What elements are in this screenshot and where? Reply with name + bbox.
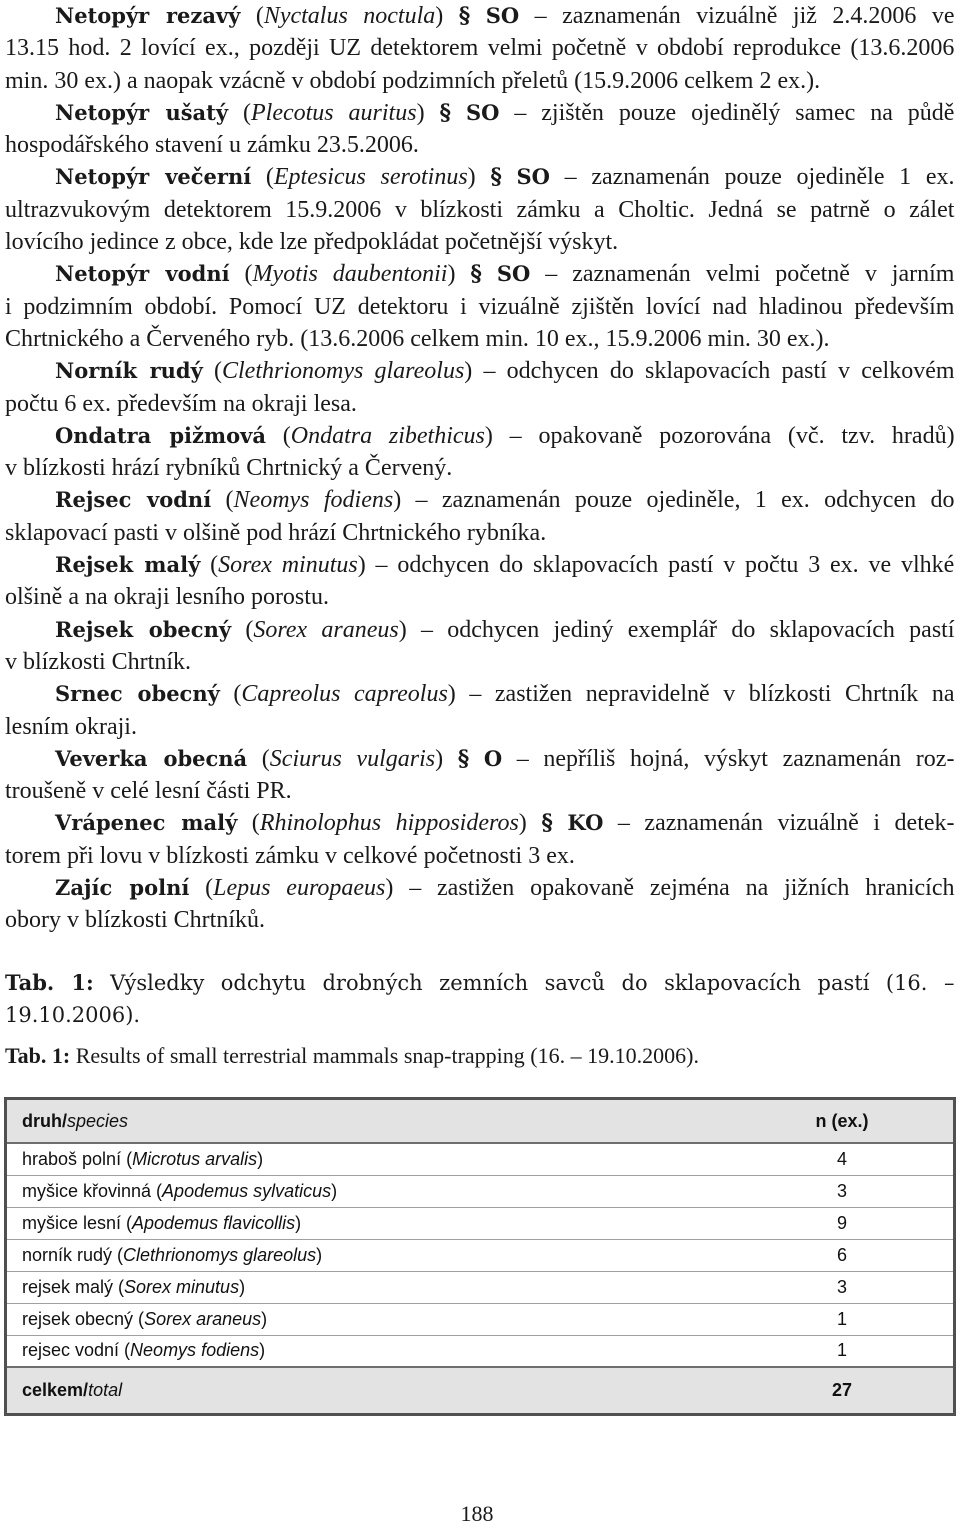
text-run: ( bbox=[251, 164, 274, 191]
text-run: 19.10.2006). bbox=[5, 1003, 141, 1028]
text-line bbox=[5, 226, 955, 258]
bold-label: O bbox=[483, 745, 503, 771]
count-cell: 4 bbox=[731, 1143, 953, 1175]
text-run: ( bbox=[265, 422, 291, 449]
line-content bbox=[5, 129, 419, 161]
text-line bbox=[5, 678, 955, 710]
species-name: Netopýr ušatý bbox=[55, 99, 229, 125]
text-run: troušeně v celé lesní části PR. bbox=[5, 778, 292, 805]
protection-symbol: § bbox=[439, 99, 452, 126]
text-line bbox=[5, 775, 955, 807]
text-run: ultrazvukovým detektorem 15.9.2006 v blízkosti zámku a Choltic. Jedná se patrně o zálet bbox=[5, 196, 955, 223]
text-run: – zaznamenán pouze ojediněle 1 ex. bbox=[549, 164, 955, 191]
line-content bbox=[55, 678, 955, 710]
count-cell: 3 bbox=[731, 1271, 953, 1303]
text-run: ) bbox=[435, 745, 458, 772]
latin-name: Ondatra zibethicus bbox=[290, 422, 485, 449]
species-account bbox=[5, 484, 955, 549]
text-run: myšice křovinná ( bbox=[22, 1180, 163, 1201]
text-run: olšině a na okraji lesního porostu. bbox=[5, 584, 329, 611]
latin-name: Apodemus sylvaticus bbox=[162, 1180, 332, 1201]
bold-label: SO bbox=[516, 164, 550, 190]
text-line bbox=[5, 999, 955, 1031]
text-run: torem při lovu v blízkosti zámku v celkové početnosti 3 ex. bbox=[5, 842, 575, 869]
results-table-grid bbox=[7, 1100, 953, 1413]
table-row bbox=[7, 1239, 953, 1271]
line-content bbox=[55, 0, 955, 32]
species-name: Ondatra pižmová bbox=[55, 422, 266, 448]
text-run: ) – zastižen opakovaně zejména na jižních hranicích bbox=[385, 875, 955, 902]
species-cell bbox=[7, 1239, 731, 1271]
latin-name: total bbox=[88, 1380, 123, 1400]
text-line bbox=[5, 904, 955, 936]
line-content bbox=[5, 904, 265, 936]
species-name: Norník rudý bbox=[55, 358, 203, 384]
latin-name: Sorex minutus bbox=[124, 1276, 240, 1297]
text-run: sklapovací pasti v olšině pod hrází Chrtnického rybníka. bbox=[5, 519, 547, 546]
text-run: ( bbox=[237, 810, 260, 837]
latin-name: Clethrionomys glareolus bbox=[221, 358, 465, 385]
protection-symbol: § bbox=[470, 261, 482, 288]
line-content bbox=[5, 1043, 699, 1069]
text-run: ) – odchycen do sklapovacích pastí v počtu 3 ex. ve vlhké bbox=[357, 552, 955, 579]
text-line bbox=[5, 32, 955, 64]
text-run: ) bbox=[316, 1244, 323, 1265]
species-account bbox=[5, 678, 955, 743]
text-run: ) bbox=[295, 1212, 302, 1233]
latin-name: species bbox=[67, 1110, 129, 1131]
line-content bbox=[5, 291, 954, 323]
table-caption-en bbox=[5, 1043, 955, 1069]
text-line bbox=[5, 743, 955, 775]
table-row bbox=[7, 1175, 953, 1207]
text-line bbox=[5, 161, 955, 193]
text-run: hraboš polní ( bbox=[22, 1148, 133, 1169]
latin-name: Rhinolophus hipposideros bbox=[259, 810, 519, 837]
text-run: ) bbox=[467, 164, 491, 191]
text-run bbox=[451, 100, 466, 126]
latin-name: Clethrionomys glareolus bbox=[123, 1244, 317, 1265]
line-content bbox=[5, 840, 575, 872]
text-line bbox=[5, 711, 955, 743]
species-account bbox=[5, 549, 955, 614]
latin-name: Myotis daubentonii bbox=[252, 261, 448, 288]
protection-symbol: § bbox=[541, 810, 553, 837]
text-line bbox=[5, 517, 955, 549]
line-content bbox=[5, 581, 329, 613]
text-run: i podzimním období. Pomocí UZ detektoru i vizuálně zjištěn lovící nad hladinou především bbox=[5, 293, 955, 320]
species-account bbox=[5, 807, 955, 872]
text-line bbox=[5, 194, 955, 226]
text-run: v blízkosti hrází rybníků Chrtnický a Červený. bbox=[5, 455, 453, 482]
text-line bbox=[5, 967, 955, 999]
latin-name: Capreolus capreolus bbox=[241, 681, 448, 708]
text-line bbox=[5, 484, 955, 516]
line-content bbox=[55, 355, 955, 387]
text-line bbox=[5, 97, 955, 129]
text-run bbox=[470, 3, 485, 29]
line-content bbox=[55, 484, 954, 516]
text-run: Chrtnického a Červeného ryb. (13.6.2006 celkem min. 10 ex., 15.9.2006 min. 30 ex.). bbox=[5, 325, 830, 352]
species-cell bbox=[7, 1175, 731, 1207]
text-run: ( bbox=[247, 745, 270, 772]
species-account bbox=[5, 97, 955, 162]
text-line bbox=[5, 581, 955, 613]
text-line bbox=[5, 291, 955, 323]
text-run: Results of small terrestrial mammals snap-trapping (16. – 19.10.2006). bbox=[70, 1043, 699, 1068]
line-content bbox=[5, 194, 954, 226]
species-cell bbox=[7, 1143, 731, 1175]
line-content bbox=[5, 775, 292, 807]
count-cell: 3 bbox=[731, 1175, 953, 1207]
latin-name: Microtus arvalis bbox=[132, 1148, 258, 1169]
bold-label: KO bbox=[567, 810, 604, 836]
species-account bbox=[5, 258, 955, 355]
line-content bbox=[55, 872, 955, 904]
text-run: ) – opakovaně pozorována (vč. tzv. hradů) bbox=[484, 422, 955, 449]
line-content bbox=[55, 743, 954, 775]
table-header-row bbox=[7, 1100, 953, 1143]
line-content bbox=[5, 388, 357, 420]
text-run: hospodářského stavení u zámku 23.5.2006. bbox=[5, 132, 419, 159]
species-name: Zajíc polní bbox=[55, 875, 190, 901]
species-cell bbox=[7, 1207, 731, 1239]
text-line bbox=[5, 646, 955, 678]
species-cell bbox=[7, 1100, 731, 1143]
text-run: ( bbox=[200, 552, 219, 579]
page-number: 188 bbox=[460, 1501, 494, 1526]
table-row bbox=[7, 1303, 953, 1335]
text-line bbox=[5, 0, 955, 32]
text-run: ) bbox=[447, 261, 471, 288]
species-cell bbox=[7, 1303, 731, 1335]
species-cell bbox=[7, 1367, 731, 1413]
text-run: ) – zastižen nepravidelně v blízkosti Chrtník na bbox=[447, 681, 955, 708]
species-account bbox=[5, 743, 955, 808]
text-run bbox=[469, 746, 484, 772]
line-content bbox=[5, 226, 618, 258]
bold-label: Tab. 1: bbox=[5, 970, 94, 995]
species-account bbox=[5, 420, 955, 485]
text-run: ) – odchycen do sklapovacích pastí v celkovém bbox=[464, 358, 955, 385]
text-run: ( bbox=[228, 99, 251, 126]
text-line bbox=[5, 807, 955, 839]
latin-name: Sorex minutus bbox=[218, 552, 358, 579]
species-name: Rejsek malý bbox=[55, 552, 201, 578]
latin-name: Sciurus vulgaris bbox=[269, 745, 436, 772]
count-cell: 27 bbox=[731, 1367, 953, 1413]
count-cell: n (ex.) bbox=[731, 1100, 953, 1143]
text-line bbox=[5, 872, 955, 904]
text-run: ) bbox=[518, 810, 542, 837]
text-line bbox=[5, 840, 955, 872]
species-cell bbox=[7, 1271, 731, 1303]
latin-name: Sorex araneus bbox=[253, 616, 399, 643]
text-run: myšice lesní ( bbox=[22, 1212, 133, 1233]
text-run: ) bbox=[239, 1276, 246, 1297]
text-run: ( bbox=[202, 358, 222, 385]
text-line bbox=[5, 614, 955, 646]
text-run: min. 30 ex.) a naopak vzácně v období podzimních přeletů (15.9.2006 celkem 2 ex.). bbox=[5, 67, 821, 94]
line-content bbox=[5, 967, 954, 999]
table-row bbox=[7, 1335, 953, 1367]
species-account bbox=[5, 161, 955, 258]
species-account bbox=[5, 872, 955, 937]
species-name: Veverka obecná bbox=[55, 745, 248, 771]
line-content bbox=[55, 97, 954, 129]
text-run: lesním okraji. bbox=[5, 713, 137, 740]
text-run: – zaznamenán vizuálně i detek- bbox=[603, 810, 955, 837]
bold-label: SO bbox=[496, 261, 531, 287]
line-content bbox=[55, 614, 955, 646]
latin-name: Apodemus flavicollis bbox=[132, 1212, 296, 1233]
text-line bbox=[5, 355, 955, 387]
bold-label: druh/ bbox=[22, 1110, 67, 1131]
species-cell bbox=[7, 1335, 731, 1367]
count-cell: 1 bbox=[731, 1303, 953, 1335]
text-run: rejsek obecný ( bbox=[22, 1308, 145, 1329]
protection-symbol: § bbox=[490, 164, 502, 191]
text-line bbox=[5, 129, 955, 161]
species-name: Rejsec vodní bbox=[55, 487, 212, 513]
species-name: Vrápenec malý bbox=[55, 810, 238, 836]
species-accounts bbox=[5, 0, 955, 937]
text-run: ) – zaznamenán pouze ojediněle, 1 ex. odchycen do bbox=[393, 487, 955, 514]
line-content bbox=[55, 807, 955, 839]
text-run: norník rudý ( bbox=[22, 1244, 124, 1265]
text-run: počtu 6 ex. především na okraji lesa. bbox=[5, 390, 357, 417]
line-content bbox=[5, 999, 140, 1031]
latin-name: Neomys fodiens bbox=[130, 1340, 260, 1361]
text-run: ) bbox=[261, 1308, 268, 1329]
line-content bbox=[5, 646, 191, 678]
species-name: Netopýr večerní bbox=[55, 164, 252, 190]
table-row bbox=[7, 1271, 953, 1303]
text-run: rejsek malý ( bbox=[22, 1276, 125, 1297]
species-name: Srnec obecný bbox=[55, 681, 220, 707]
text-line bbox=[5, 549, 955, 581]
table-caption-cs bbox=[5, 967, 955, 1032]
text-run: ( bbox=[240, 3, 264, 29]
count-cell: 1 bbox=[731, 1335, 953, 1367]
text-run bbox=[553, 810, 568, 836]
species-name: Netopýr vodní bbox=[55, 261, 230, 287]
table-total-row bbox=[7, 1367, 953, 1413]
table-row bbox=[7, 1207, 953, 1239]
text-run: – zaznamenán vizuálně již 2.4.2006 ve bbox=[519, 3, 955, 29]
text-run: v blízkosti Chrtník. bbox=[5, 648, 191, 675]
bold-label: SO bbox=[465, 99, 500, 125]
text-line bbox=[5, 1043, 955, 1069]
latin-name: Lepus europaeus bbox=[213, 875, 386, 902]
results-table bbox=[4, 1097, 956, 1416]
latin-name: Sorex araneus bbox=[144, 1308, 262, 1329]
text-line bbox=[5, 388, 955, 420]
line-content bbox=[5, 323, 830, 355]
bold-label: celkem/ bbox=[22, 1380, 89, 1400]
text-run: – nepříliš hojná, výskyt zaznamenán roz- bbox=[502, 745, 955, 772]
line-content bbox=[5, 517, 546, 549]
text-run: ( bbox=[229, 261, 253, 288]
latin-name: Plecotus auritus bbox=[250, 99, 417, 126]
text-run: – zjištěn pouze ojedinělý samec na půdě bbox=[499, 99, 955, 126]
table-row bbox=[7, 1143, 953, 1175]
text-run: ( bbox=[219, 681, 242, 708]
line-content bbox=[5, 32, 954, 64]
line-content bbox=[55, 420, 955, 452]
text-run: ) bbox=[416, 99, 440, 126]
line-content bbox=[5, 65, 820, 97]
text-run: ( bbox=[189, 875, 214, 902]
latin-name: Eptesicus serotinus bbox=[273, 164, 468, 191]
text-line bbox=[5, 323, 955, 355]
line-content bbox=[55, 258, 954, 290]
species-account bbox=[5, 0, 955, 97]
protection-symbol: § bbox=[458, 3, 471, 29]
count-cell: 9 bbox=[731, 1207, 953, 1239]
text-run: – zaznamenán velmi početně v jarním bbox=[530, 261, 955, 288]
text-run: ( bbox=[211, 487, 234, 514]
text-run: ( bbox=[231, 616, 254, 643]
text-run: Výsledky odchytu drobných zemních savců do sklapovacích pastí (16. – bbox=[93, 971, 955, 995]
text-run bbox=[502, 164, 517, 190]
species-name: Netopýr rezavý bbox=[55, 3, 241, 28]
text-run: lovícího jedince z obce, kde lze předpokládat početnější výskyt. bbox=[5, 229, 619, 256]
text-line bbox=[5, 452, 955, 484]
line-content bbox=[5, 452, 452, 484]
text-line bbox=[5, 65, 955, 97]
latin-name: Nyctalus noctula bbox=[263, 3, 436, 29]
protection-symbol: § bbox=[457, 745, 470, 772]
text-run: ) – odchycen jediný exemplář do sklapovacích pastí bbox=[398, 616, 955, 643]
latin-name: Neomys fodiens bbox=[233, 487, 394, 514]
species-account bbox=[5, 355, 955, 420]
count-cell: 6 bbox=[731, 1239, 953, 1271]
text-line bbox=[5, 420, 955, 452]
text-run: rejsec vodní ( bbox=[22, 1340, 131, 1361]
text-run: ) bbox=[257, 1148, 264, 1169]
text-run: 13.15 hod. 2 lovící ex., později UZ detektorem velmi početně v období reprodukce (13.6.2006 bbox=[5, 35, 955, 62]
line-content bbox=[55, 549, 954, 581]
species-name: Rejsek obecný bbox=[55, 616, 232, 642]
results-table-body bbox=[7, 1100, 953, 1413]
text-run: ) bbox=[331, 1180, 338, 1201]
line-content bbox=[5, 711, 137, 743]
line-content bbox=[55, 161, 954, 193]
bold-label: SO bbox=[485, 3, 520, 28]
text-run: ) bbox=[259, 1340, 266, 1361]
text-run: obory v blízkosti Chrtníků. bbox=[5, 907, 265, 934]
text-run bbox=[482, 261, 497, 287]
bold-label: Tab. 1: bbox=[5, 1043, 71, 1068]
text-run: ) bbox=[435, 3, 459, 29]
text-line bbox=[5, 258, 955, 290]
species-account bbox=[5, 614, 955, 679]
